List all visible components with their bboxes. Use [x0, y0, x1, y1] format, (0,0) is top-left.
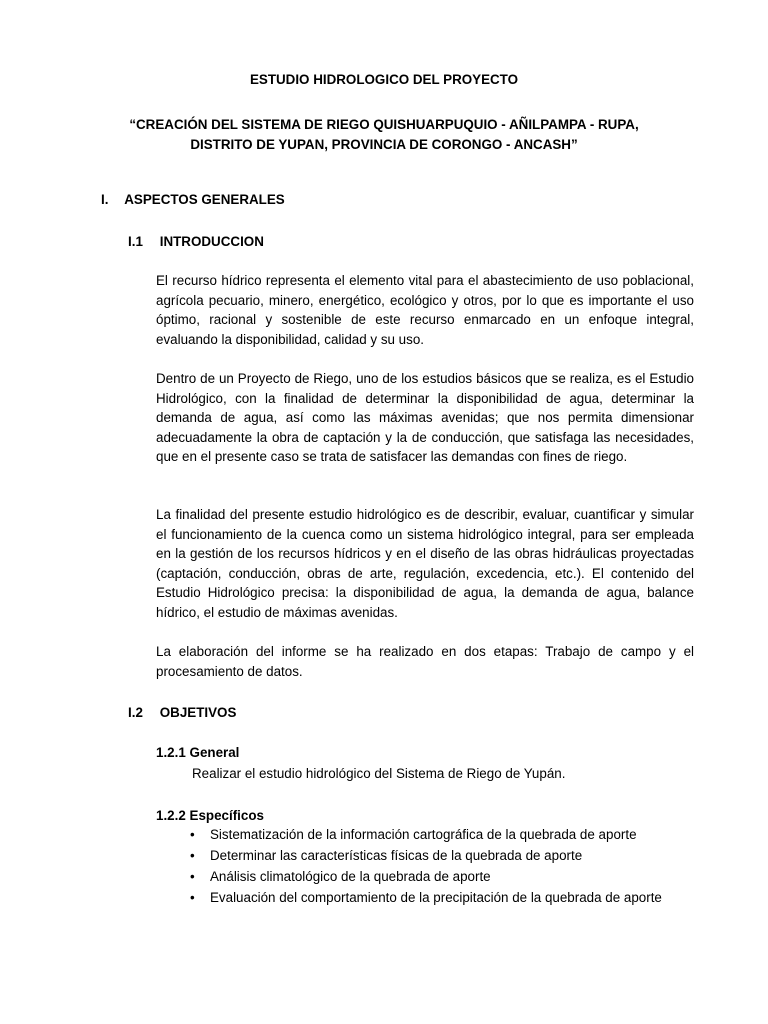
- subsection-title: INTRODUCCION: [159, 234, 264, 249]
- bullet-icon: •: [190, 848, 195, 863]
- section-heading-aspectos-generales: [101, 192, 285, 207]
- document-title: ESTUDIO HIDROLOGICO DEL PROYECTO: [249, 72, 519, 87]
- subsection-heading-objetivos: [128, 705, 236, 720]
- bullet-icon: •: [190, 869, 195, 884]
- subsection-heading-introduccion: [128, 234, 264, 249]
- section-title: ASPECTOS GENERALES: [124, 192, 285, 207]
- list-item: [188, 826, 662, 847]
- list-item-text: Determinar las características físicas de la quebrada de aporte: [210, 848, 583, 863]
- objective-general-heading: [156, 745, 239, 760]
- objective-specific-number: 1.2.2: [156, 808, 186, 823]
- list-item: [188, 868, 662, 889]
- intro-paragraph-1: El recurso hídrico representa el elemento vital para el abastecimiento de uso poblacional, agrícola pecuario, minero, energético, ecológico y otros, por lo que es importante el uso óptimo, racional y sostenible de este recurso enmarcado en un enfoque integral, evaluando la disponibilidad, calidad y su uso.: [156, 273, 694, 347]
- section-number: I.: [101, 192, 109, 207]
- bullet-icon: •: [190, 890, 195, 905]
- project-name-line-2: DISTRITO DE YUPAN, PROVINCIA DE CORONGO - ANCASH”: [190, 137, 578, 152]
- objective-general-text: Realizar el estudio hidrológico del Sistema de Riego de Yupán.: [192, 766, 566, 781]
- list-item-text: Evaluación del comportamiento de la precipitación de la quebrada de aporte: [210, 890, 662, 905]
- list-item-text: Análisis climatológico de la quebrada de aporte: [210, 869, 491, 884]
- project-name-line-1: “CREACIÓN DEL SISTEMA DE RIEGO QUISHUARPUQUIO - AÑILPAMPA - RUPA,: [129, 117, 639, 132]
- objective-general-number: 1.2.1: [156, 745, 186, 760]
- list-item: [188, 889, 662, 910]
- intro-paragraph-2: Dentro de un Proyecto de Riego, uno de los estudios básicos que se realiza, es el Estudio Hidrológico, con la finalidad de determinar la disponibilidad de agua, determinar la demanda de agua, así como las máximas avenidas; que nos permita dimensionar adecuadamente la obra de captación y la de conducción, que satisfaga las necesidades, que en el presente caso se trata de satisfacer las demandas con fines de riego.: [156, 371, 694, 464]
- list-item-text: Sistematización de la información cartográfica de la quebrada de aporte: [210, 827, 637, 842]
- objective-general-title: General: [189, 745, 240, 760]
- subsection-number: I.1: [128, 234, 143, 249]
- intro-paragraph-4: La elaboración del informe se ha realizado en dos etapas: Trabajo de campo y el procesamiento de datos.: [156, 644, 694, 679]
- subsection-number: I.2: [128, 705, 143, 720]
- objective-specific-heading: [156, 808, 264, 823]
- intro-paragraph-3: La finalidad del presente estudio hidrológico es de describir, evaluar, cuantificar y simular el funcionamiento de la cuenca como un sistema hidrológico integral, para ser empleada en la gestión de los recursos hídricos y en el diseño de las obras hidráulicas proyectadas (captación, conducción, obras de arte, regulación, excedencia, etc.). El contenido del Estudio Hidrológico precisa: la disponibilidad de agua, la demanda de agua, balance hídrico, el estudio de máximas avenidas.: [156, 507, 694, 620]
- objective-specific-title: Específicos: [189, 808, 264, 823]
- list-item: [188, 847, 662, 868]
- bullet-icon: •: [190, 827, 195, 842]
- specific-objectives-list: [188, 826, 662, 910]
- subsection-title: OBJETIVOS: [159, 705, 237, 720]
